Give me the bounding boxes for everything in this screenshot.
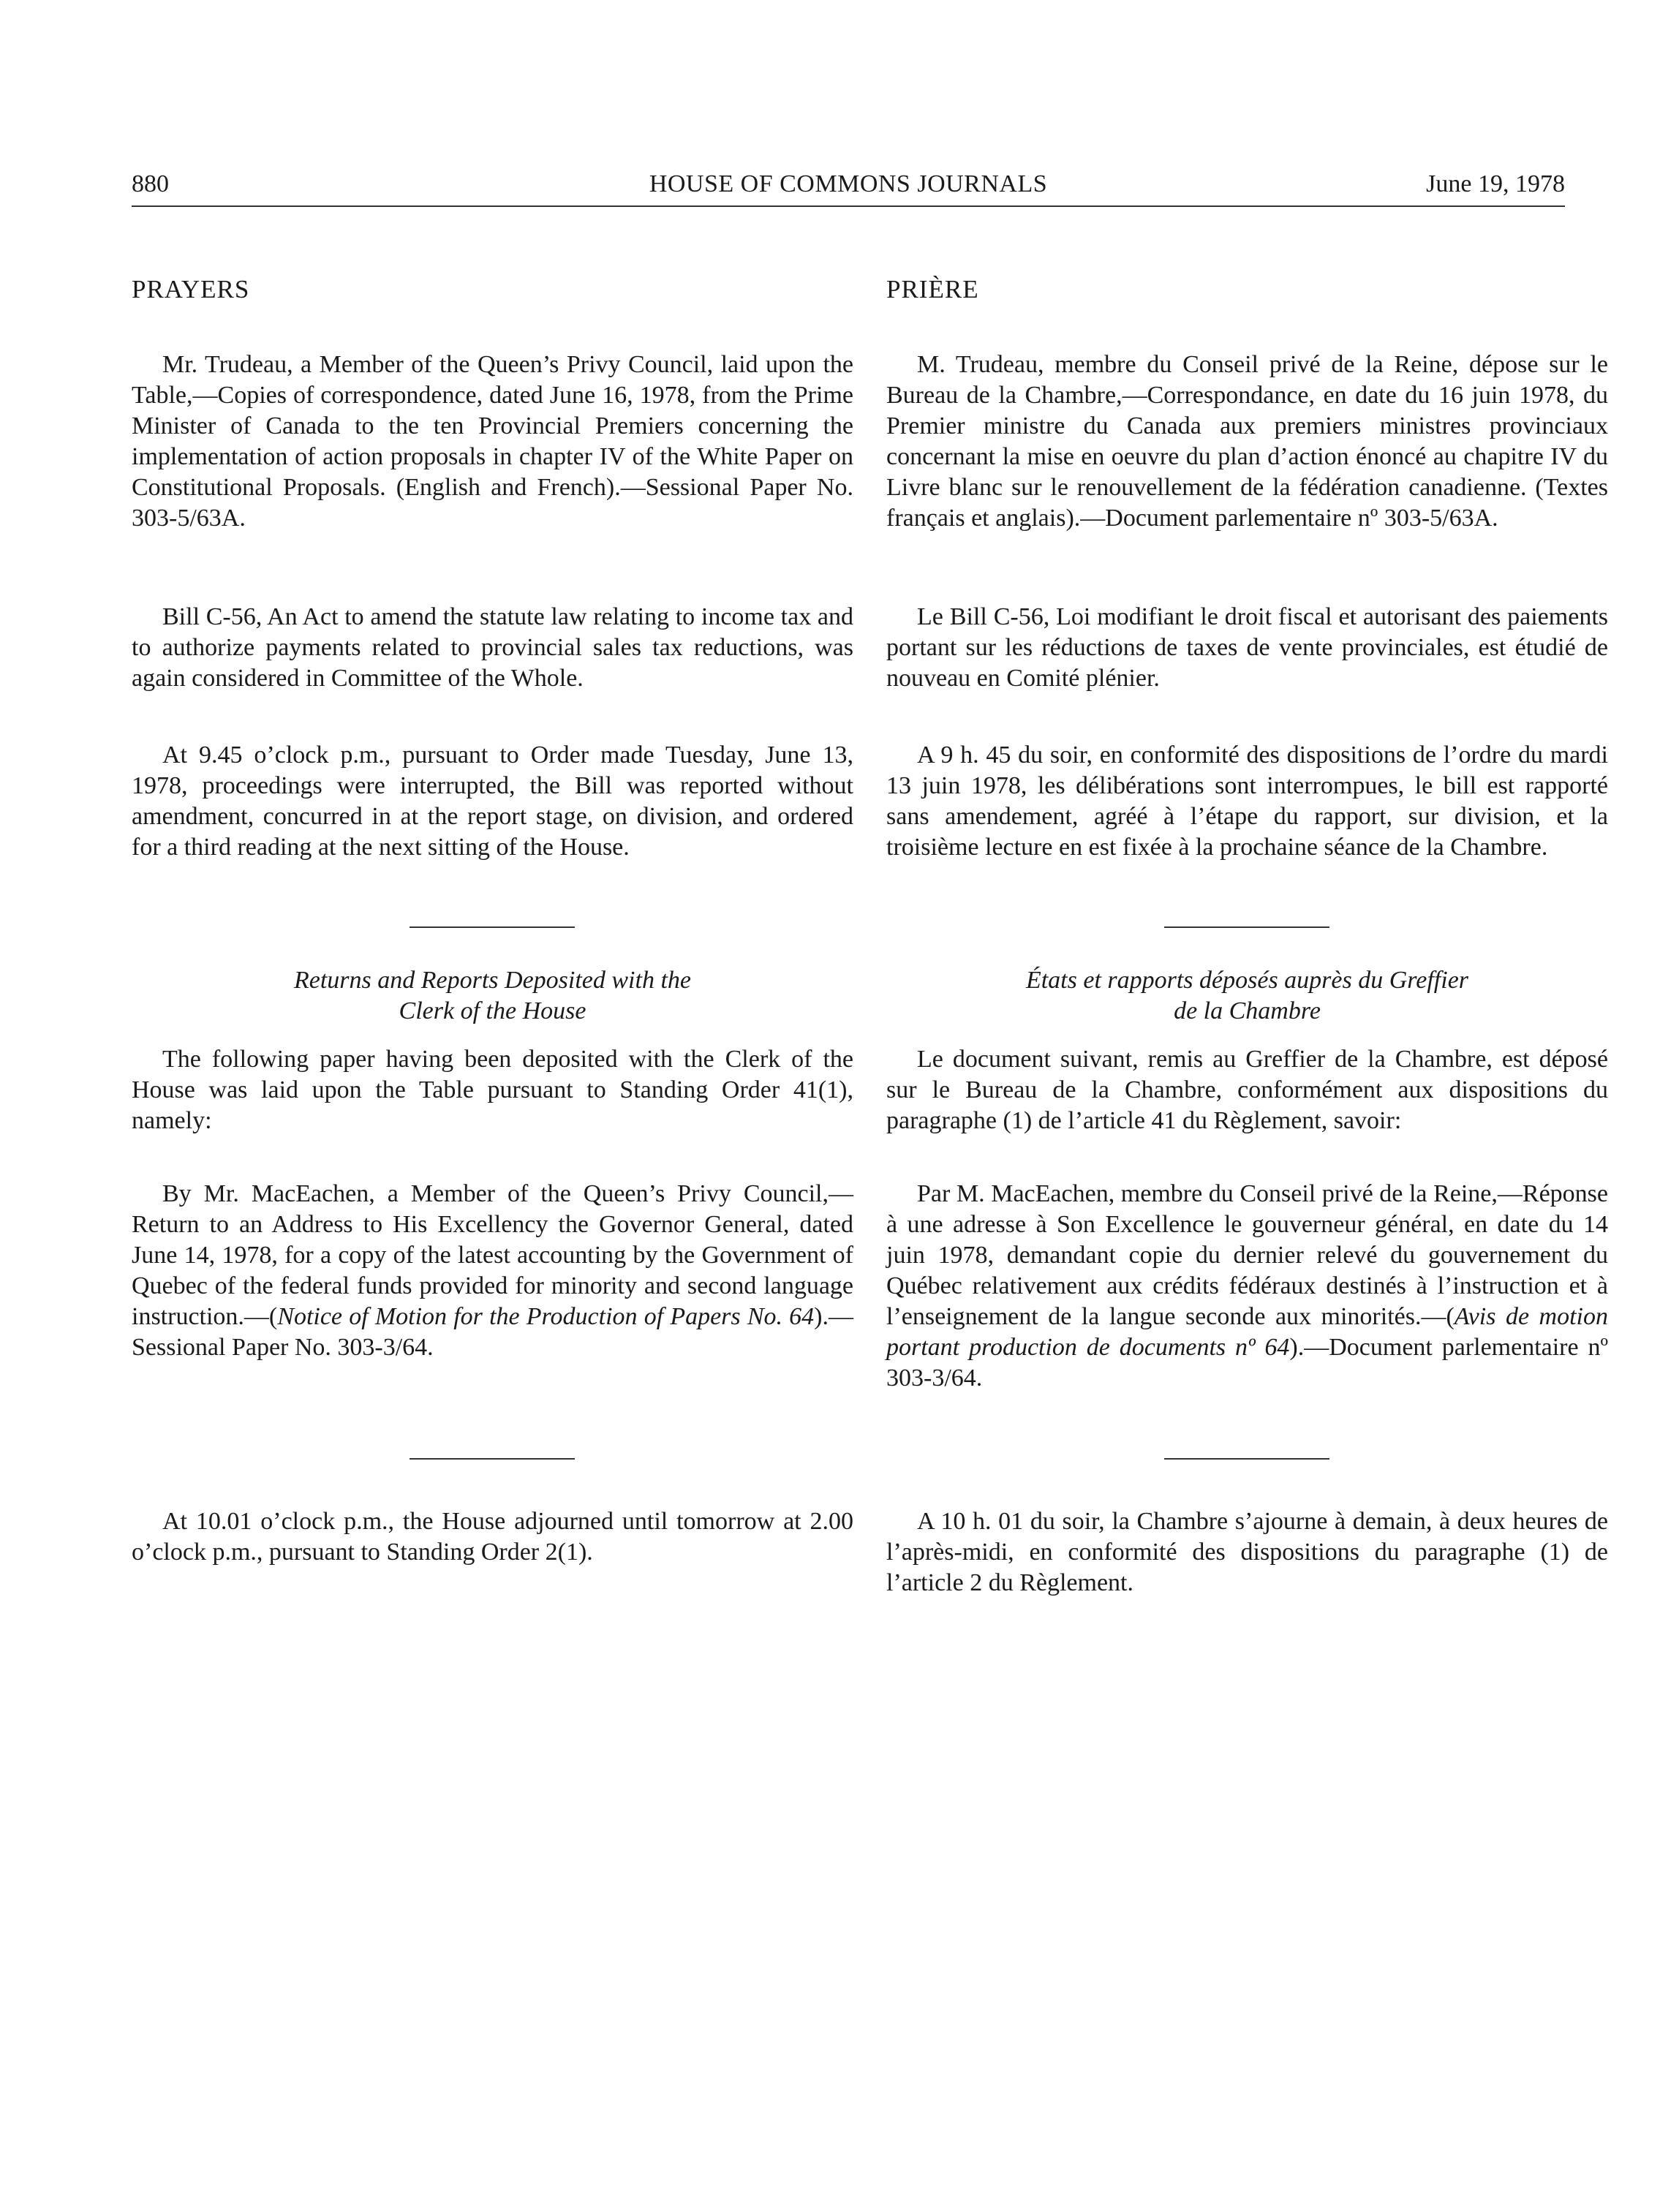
header-rule [132, 205, 1565, 207]
return-item-paragraph-fr [886, 1179, 1608, 1394]
page-number: 880 [132, 170, 169, 197]
page-date: June 19, 1978 [1426, 170, 1565, 197]
adjournment-paragraph-en [132, 1506, 853, 1568]
tabling-paragraph-en [132, 350, 853, 534]
journal-title: HOUSE OF COMMONS JOURNALS [649, 170, 1048, 197]
bill-report-paragraph-fr [886, 740, 1608, 863]
return-item-after-fr: ).—Document parlementaire nº 303-3/64. [886, 1334, 1608, 1392]
section-divider-fr-2 [1164, 1458, 1329, 1460]
return-item-text-en [132, 1179, 853, 1363]
section-divider-fr-1 [1164, 926, 1329, 928]
return-item-text-fr [886, 1179, 1608, 1394]
returns-intro-paragraph-fr [886, 1044, 1608, 1136]
bill-committee-text-fr: Le Bill C-56, Loi modifiant le droit fiscal et autorisant des paiements portant sur les réductions de taxes de vente provinciales, est étudié de nouveau en Comité plénier. [886, 603, 1608, 692]
bill-committee-paragraph-en [132, 602, 853, 694]
tabling-paragraph-fr [886, 350, 1608, 534]
returns-intro-text-fr: Le document suivant, remis au Greffier de la Chambre, est déposé sur le Bureau de la Chambre, conformément aux dispositions du paragraphe (1) de l’article 41 du Règlement, savoir: [886, 1046, 1608, 1134]
bill-report-text-fr: A 9 h. 45 du soir, en conformité des dispositions de l’ordre du mardi 13 juin 1978, les délibérations sont interrompues, le bill est rapporté sans amendement, agréé à l’étape du rapport, sur division, et la troisième lecture en est fixée à la prochaine séance de la Chambre. [886, 741, 1608, 861]
section-title-prayers: PRAYERS [132, 275, 250, 303]
adjournment-text-fr: A 10 h. 01 du soir, la Chambre s’ajourne à demain, à deux heures de l’après-midi, en conformité des dispositions du paragraphe (1) de l’article 2 du Règlement. [886, 1508, 1608, 1596]
bill-committee-paragraph-fr [886, 602, 1608, 694]
page-header [132, 162, 1565, 206]
tabling-text-fr: M. Trudeau, membre du Conseil privé de la Reine, dépose sur le Bureau de la Chambre,—Correspondance, en date du 16 juin 1978, du Premier ministre du Canada aux premiers ministres provinciaux concernant la mise en oeuvre du plan d’action énoncé au chapitre IV du Livre blanc sur le renouvellement de la fédération canadienne. (Textes français et anglais).—Document parlementaire nº 303-5/63A. [886, 351, 1608, 532]
section-divider-en-1 [410, 926, 575, 928]
bill-report-text-en: At 9.45 o’clock p.m., pursuant to Order made Tuesday, June 13, 1978, proceedings were interrupted, the Bill was reported without amendment, concurred in at the report stage, on division, and ordered for a third reading at the next sitting of the House. [132, 741, 853, 861]
returns-heading-line2-fr: de la Chambre [1174, 997, 1321, 1024]
returns-heading-line2-en: Clerk of the House [399, 997, 586, 1024]
returns-heading-line1-en: Returns and Reports Deposited with the [293, 967, 691, 994]
bill-report-paragraph-en [132, 740, 853, 863]
adjournment-paragraph-fr [886, 1506, 1608, 1598]
returns-intro-paragraph-en [132, 1044, 853, 1136]
section-divider-en-2 [410, 1458, 575, 1460]
returns-heading-en [132, 965, 853, 1027]
tabling-text-en: Mr. Trudeau, a Member of the Queen’s Privy Council, laid upon the Table,—Copies of correspondence, dated June 16, 1978, from the Prime Minister of Canada to the ten Provincial Premiers concerning the implementation of action proposals in chapter IV of the White Paper on Constitutional Proposals. (English and French).—Sessional Paper No. 303-5/63A. [132, 351, 853, 532]
bill-committee-text-en: Bill C-56, An Act to amend the statute law relating to income tax and to authorize payments related to provincial sales tax reductions, was again considered in Committee of the Whole. [132, 603, 853, 692]
returns-intro-text-en: The following paper having been deposited with the Clerk of the House was laid upon the Table pursuant to Standing Order 41(1), namely: [132, 1046, 853, 1134]
return-item-italic-fr: Avis de motion portant production de documents nº 64 [886, 1303, 1608, 1361]
returns-heading-fr [886, 965, 1608, 1027]
adjournment-text-en: At 10.01 o’clock p.m., the House adjourned until tomorrow at 2.00 o’clock p.m., pursuant to Standing Order 2(1). [132, 1508, 853, 1566]
return-item-before-fr: Par M. MacEachen, membre du Conseil privé de la Reine,—Réponse à une adresse à Son Excellence le gouverneur général, en date du 14 juin 1978, demandant copie du dernier relevé du gouvernement du Québec relativement aux crédits fédéraux destinés à l’instruction et à l’enseignement de la langue seconde aux minorités.—( [886, 1180, 1608, 1330]
section-title-priere: PRIÈRE [886, 275, 979, 303]
returns-heading-line1-fr: États et rapports déposés auprès du Greffier [1025, 967, 1469, 994]
return-item-paragraph-en [132, 1179, 853, 1363]
return-item-after-en: ).—Sessional Paper No. 303-3/64. [132, 1303, 853, 1361]
return-item-before-en: By Mr. MacEachen, a Member of the Queen’s Privy Council,—Return to an Address to His Excellency the Governor General, dated June 14, 1978, for a copy of the latest accounting by the Government of Quebec of the federal funds provided for minority and second language instruction.—( [132, 1180, 853, 1330]
return-item-italic-en: Notice of Motion for the Production of Papers No. 64 [277, 1303, 815, 1330]
